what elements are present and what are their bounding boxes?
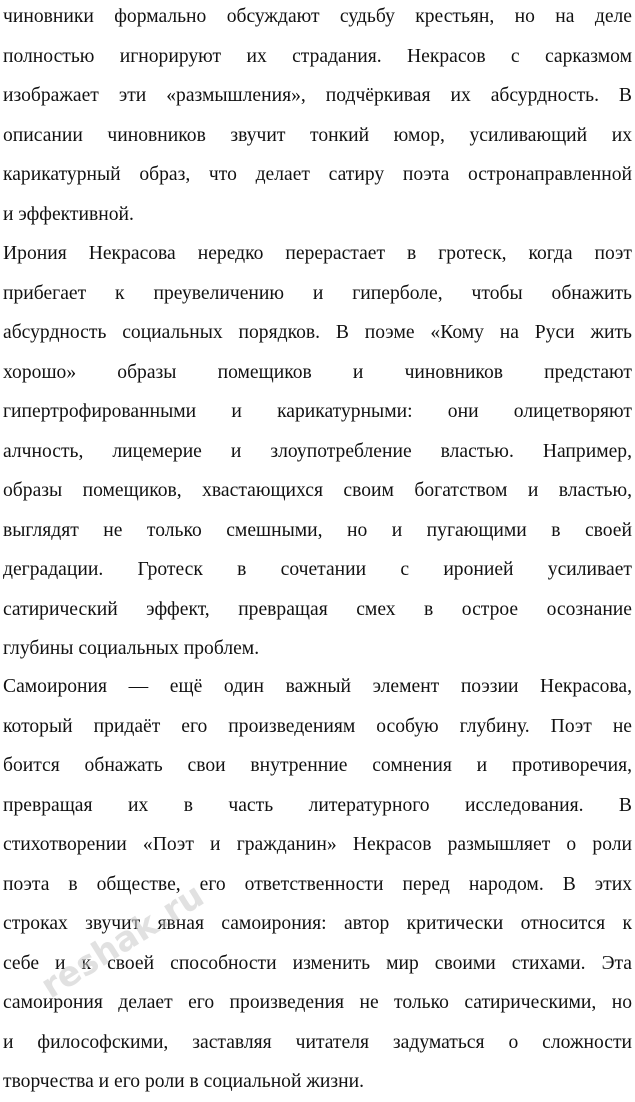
text-line: и эффективной. [3, 203, 134, 225]
text-line: Самоирония — ещё один важный элемент поэзии Некрасова, [3, 676, 632, 697]
text-line: поэта в обществе, его ответственности перед народом. В этих [3, 873, 632, 895]
text-line: образы помещиков, хвастающихся своим богатством и властью, [3, 480, 632, 501]
paragraph-3 [3, 667, 632, 1102]
text-line: описании чиновников звучит тонкий юмор, усиливающий их [3, 124, 632, 146]
text-line: чиновники формально обсуждают судьбу крестьян, но на деле [3, 6, 632, 27]
text-line: выглядят не только смешными, но и пугающими в своей [3, 519, 632, 541]
paragraph-2 [3, 234, 632, 669]
text-line: боится обнажать свои внутренние сомнения и противоречия, [3, 755, 632, 776]
text-line: который придаёт его произведениям особую глубину. Поэт не [3, 715, 632, 737]
text-line: деградации. Гротеск в сочетании с иронией усиливает [3, 559, 632, 580]
text-line: алчность, лицемерие и злоупотребление властью. Например, [3, 440, 632, 462]
paragraph-1 [3, 0, 632, 234]
text-line: карикатурный образ, что делает сатиру поэта остронаправленной [3, 164, 632, 185]
text-line: глубины социальных проблем. [3, 638, 260, 659]
text-line: Ирония Некрасова нередко перерастает в гротеск, когда поэт [3, 243, 632, 264]
text-line: творчества и его роли в социальной жизни. [3, 1071, 364, 1092]
text-line: полностью игнорируют их страдания. Некрасов с сарказмом [3, 45, 632, 67]
text-line: хорошо» образы помещиков и чиновников предстают [3, 361, 632, 383]
text-line: строках звучит явная самоирония: автор критически относится к [3, 913, 632, 934]
text-line: прибегает к преувеличению и гиперболе, чтобы обнажить [3, 282, 632, 304]
text-line: и философскими, заставляя читателя задуматься о сложности [3, 1031, 632, 1053]
text-line: превращая их в часть литературного исследования. В [3, 794, 632, 816]
watermark-text: reshak.ru [34, 875, 211, 1007]
text-line: стихотворении «Поэт и гражданин» Некрасов размышляет о роли [3, 834, 632, 855]
text-line: абсурдность социальных порядков. В поэме «Кому на Руси жить [3, 322, 632, 343]
text-line: изображает эти «размышления», подчёркивая их абсурдность. В [3, 85, 632, 106]
text-line: гипертрофированными и карикатурными: они олицетворяют [3, 401, 632, 422]
text-line: себе и к своей способности изменить мир своими стихами. Эта [3, 952, 632, 974]
text-line: сатирический эффект, превращая смех в острое осознание [3, 598, 632, 620]
text-line: самоирония делает его произведения не только сатирическими, но [3, 992, 632, 1013]
